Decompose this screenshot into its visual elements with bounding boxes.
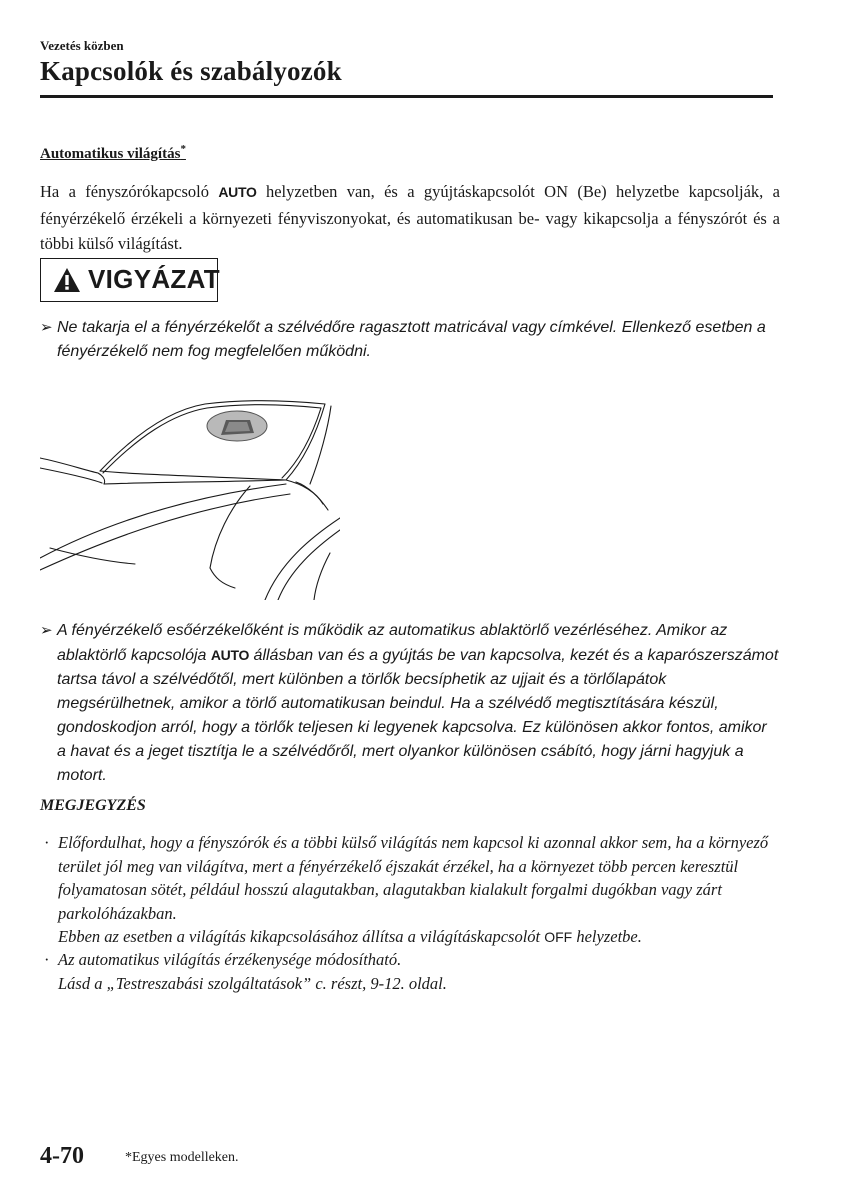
- arrow-bullet-icon: ➢: [40, 622, 53, 639]
- auto-tag: AUTO: [218, 184, 257, 200]
- warning-triangle-icon: [53, 267, 81, 293]
- note-item: [40, 831, 780, 950]
- page-title: Kapcsolók és szabályozók: [40, 56, 342, 86]
- note-text: Lásd a „Testreszabási szolgáltatások” c. részt, 9-12. oldal.: [58, 973, 447, 993]
- bullet-dot: ·: [44, 950, 50, 969]
- note-item: [40, 948, 780, 995]
- warning-label: VIGYÁZAT: [88, 264, 220, 294]
- note-text: Előfordulhat, hogy a fényszórók és a többi külső világítás nem kapcsol ki azonnal akkor sem, ha a környező terület jól meg van világítva, mert a fényérzékelő éjszakát érzékel, ha a környezet több percen keresztül folyamatosan sötét, például hosszú alagutakban, alagutakban kialakult forgalmi dugókban vagy zárt parkolóházakban.: [58, 833, 769, 923]
- warning-box: [40, 258, 218, 302]
- section-label: Vezetés közben: [40, 38, 124, 53]
- note-text: helyzetbe.: [572, 927, 642, 946]
- off-tag: OFF: [544, 929, 573, 945]
- model-asterisk: *: [180, 143, 186, 155]
- title-divider: [40, 95, 773, 98]
- subsection-heading: [40, 143, 186, 163]
- footnote: *Egyes modelleken.: [125, 1150, 239, 1165]
- intro-text-1: Ha a fényszórókapcsoló: [40, 182, 219, 201]
- caution-text: A fényérzékelő esőérzékelőként is működik az automatikus ablaktörlő vezérléséhez. Amikor az ablaktörlő kapcsolója: [57, 622, 728, 664]
- bullet-dot: ·: [44, 833, 50, 852]
- note-text: Ebben az esetben a világítás kikapcsolásához állítsa a világításkapcsolót: [58, 927, 545, 946]
- auto-tag: AUTO: [210, 647, 250, 663]
- windshield-sensor-illustration: [40, 398, 340, 600]
- subsection-heading-text: Automatikus világítás: [40, 146, 181, 162]
- note-text: Az automatikus világítás érzékenysége módosítható.: [58, 950, 402, 969]
- caution-text: állásban van és a gyújtás be van kapcsolva, kezét és a kaparószerszámot tartsa távol a szélvédőtől, mert különben a törlők becsíphetik az ujjait és a törlőlapátok megsérülhetnek, amikor a törlő automatikusan beindul. Ha a szélvédő megtisztítására készül, gondoskodjon arról, hogy a törlők teljesen ki legyenek kapcsolva. Ez különösen akkor fontos, amikor a havat és a jeget tisztítja le a szélvédőről, mert olyankor különösen csábító, hogy járni hagyjuk a motort.: [57, 647, 779, 784]
- intro-text-2: helyzetben van, és a gyújtáskapcsolót ON (Be) helyzetbe kapcsolják, a fényérzékelő érzékeli a környezeti fényviszonyokat, és automatikusan be- vagy kikapcsolja a fényszórót és a többi külső világítást.: [40, 182, 780, 253]
- intro-paragraph: [40, 179, 780, 257]
- page-number: 4-70: [40, 1143, 84, 1169]
- note-heading: MEGJEGYZÉS: [40, 797, 146, 814]
- caution-item: [40, 316, 780, 364]
- caution-item: [40, 619, 780, 788]
- caution-text: Ne takarja el a fényérzékelőt a szélvédőre ragasztott matricával vagy címkével. Ellenkező esetben a fényérzékelő nem fog megfelelően működni.: [57, 319, 766, 360]
- arrow-bullet-icon: ➢: [40, 319, 53, 336]
